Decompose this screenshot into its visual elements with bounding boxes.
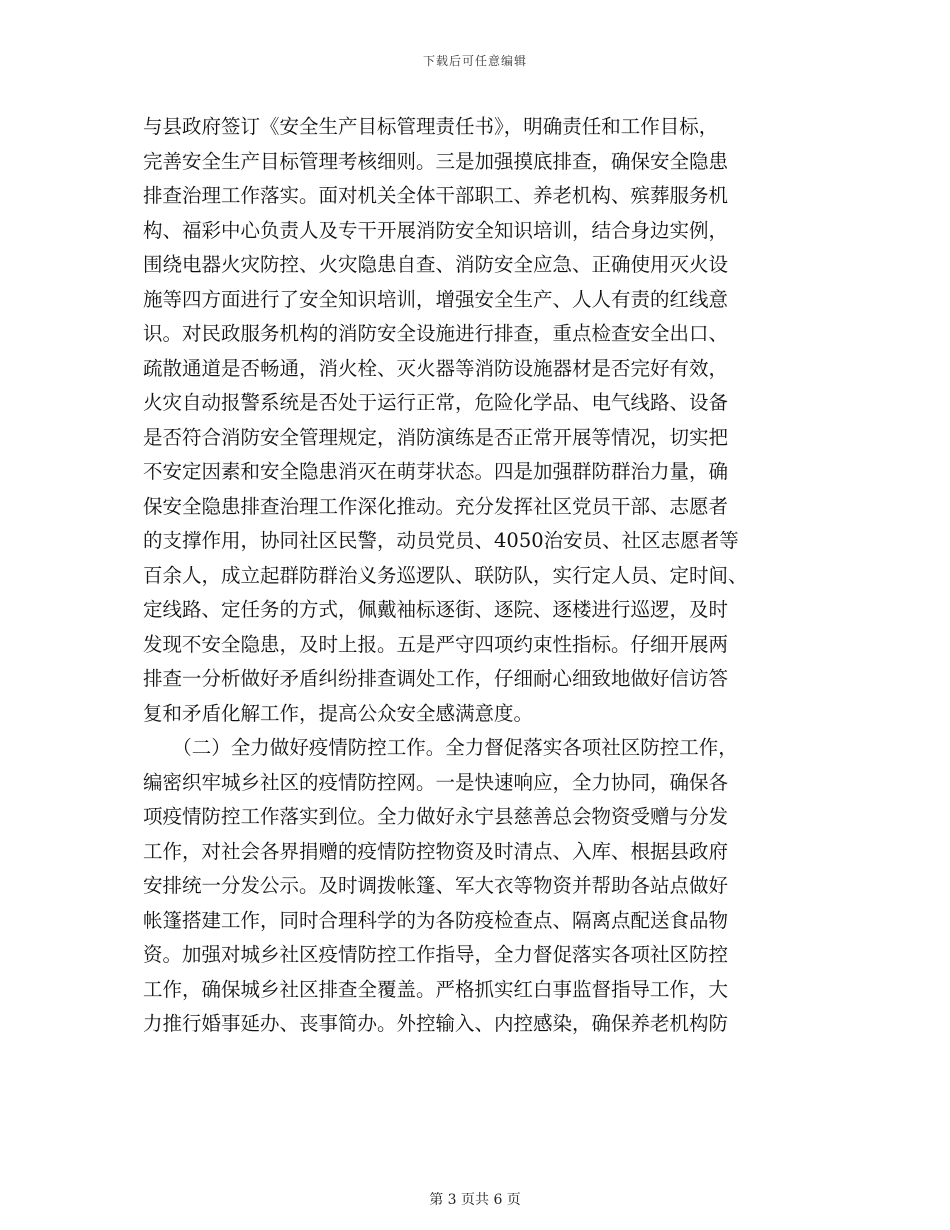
text-line: 不安定因素和安全隐患消灭在萌芽状态。四是加强群防群治力量，确 [143, 460, 729, 483]
text-line: 定线路、定任务的方式，佩戴袖标逐街、逐院、逐楼进行巡逻，及时 [143, 598, 729, 621]
text-line: 是否符合消防安全管理规定，消防演练是否正常开展等情况，切实把 [143, 425, 729, 449]
text-line: 发现不安全隐患，及时上报。五是严守四项约束性指标。仔细开展两 [143, 632, 729, 656]
text-line: 工作，确保城乡社区排查全覆盖。严格抓实红白事监督指导工作，大 [143, 977, 729, 1001]
text-line: 项疫情防控工作落实到位。全力做好永宁县慈善总会物资受赠与分发 [143, 805, 729, 828]
text-line: 火灾自动报警系统是否处于运行正常，危险化学品、电气线路、设备 [143, 391, 729, 414]
text-line: 围绕电器火灾防控、火灾隐患自查、消防安全应急、正确使用灭火设 [143, 253, 729, 276]
text-line: 与县政府签订《安全生产目标管理责任书》，明确责任和工作目标， [143, 115, 719, 138]
text-line: 排查治理工作落实。面对机关全体干部职工、养老机构、殡葬服务机 [143, 184, 729, 207]
page-header: 下载后可任意编辑 [422, 54, 527, 68]
text-line: 力推行婚事延办、丧事简办。外控输入、内控感染，确保养老机构防 [143, 1012, 729, 1035]
text-line: 构、福彩中心负责人及专干开展消防安全知识培训，结合身边实例， [143, 218, 729, 242]
text-line: 保安全隐患排查治理工作深化推动。充分发挥社区党员干部、志愿者 [143, 494, 729, 518]
text-line: 工作，对社会各界捐赠的疫情防控物资及时清点、入库、根据县政府 [143, 839, 729, 863]
text-line: 完善安全生产目标管理考核细则。三是加强摸底排查，确保安全隐患 [143, 149, 729, 173]
page-number: 第 3 页共 6 页 [429, 1192, 521, 1208]
section-heading-line: （二）全力做好疫情防控工作。全力督促落实各项社区防控工作， [143, 736, 738, 759]
text-line: 资。加强对城乡社区疫情防控工作指导，全力督促落实各项社区防控 [143, 943, 729, 966]
text-line: 百余人，成立起群防群治义务巡逻队、联防队，实行定人员、定时间、 [143, 563, 748, 587]
document-body [143, 110, 811, 1042]
text-line: 安排统一分发公示。及时调拨帐篷、军大衣等物资并帮助各站点做好 [143, 874, 729, 897]
text-line: 的支撑作用，协同社区民警，动员党员、4050治安员、社区志愿者等 [143, 529, 739, 552]
text-line: 排查一分析做好矛盾纠纷排查调处工作，仔细耐心细致地做好信访答 [143, 667, 729, 690]
text-line: 帐篷搭建工作，同时合理科学的为各防疫检查点、隔离点配送食品物 [143, 908, 729, 932]
text-line: 识。对民政服务机构的消防安全设施进行排查，重点检查安全出口、 [143, 322, 729, 345]
text-line: 疏散通道是否畅通，消火栓、灭火器等消防设施器材是否完好有效， [143, 356, 729, 380]
text-line: 施等四方面进行了安全知识培训，增强安全生产、人人有责的红线意 [143, 287, 729, 311]
text-line: 编密织牢城乡社区的疫情防控网。一是快速响应，全力协同，确保各 [143, 770, 729, 794]
text-line: 复和矛盾化解工作，提高公众安全感满意度。 [143, 701, 534, 725]
